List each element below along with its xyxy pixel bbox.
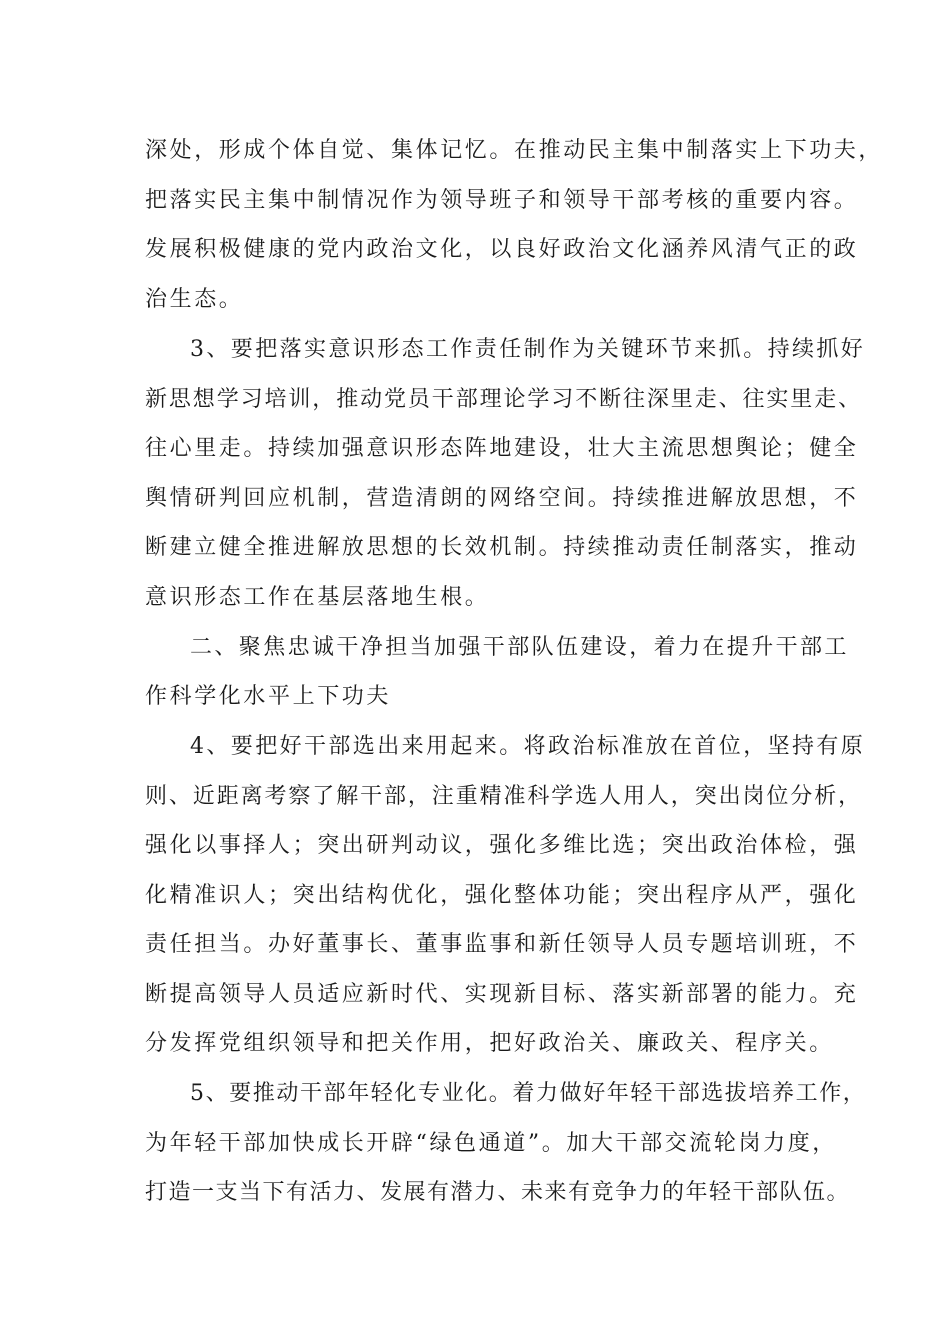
- text-line: 治生态。: [145, 287, 244, 312]
- text-line: 断提高领导人员适应新时代、实现新目标、落实新部署的能力。充: [145, 982, 859, 1007]
- paragraph-start-line: 3、要把落实意识形态工作责任制作为关键环节来抓。持续抓好: [190, 337, 866, 362]
- text-line: 打造一支当下有活力、发展有潜力、未来有竞争力的年轻干部队伍。: [145, 1180, 851, 1205]
- text-line: 深处，形成个体自觉、集体记忆。在推动民主集中制落实上下功夫，: [145, 138, 884, 163]
- text-line: 舆情研判回应机制，营造清朗的网络空间。持续推进解放思想，不: [145, 486, 859, 511]
- paragraph-start-line: 5、要推动干部年轻化专业化。着力做好年轻干部选拔培养工作，: [190, 1081, 867, 1106]
- text-line: 为年轻干部加快成长开辟“绿色通道”。加大干部交流轮岗力度，: [145, 1131, 837, 1156]
- text-line: 化精准识人；突出结构优化，强化整体功能；突出程序从严，强化: [145, 883, 859, 908]
- section-heading-line: 作科学化水平上下功夫: [145, 684, 392, 709]
- text-line: 把落实民主集中制情况作为领导班子和领导干部考核的重要内容。: [145, 188, 859, 213]
- text-line: 则、近距离考察了解干部，注重精准科学选人用人，突出岗位分析，: [145, 784, 863, 809]
- text-line: 分发挥党组织领导和把关作用，把好政治关、廉政关、程序关。: [145, 1031, 834, 1056]
- text-line: 意识形态工作在基层落地生根。: [145, 585, 490, 610]
- section-heading-line: 二、聚焦忠诚干净担当加强干部队伍建设，着力在提升干部工: [190, 635, 849, 660]
- text-line: 责任担当。办好董事长、董事监事和新任领导人员专题培训班，不: [145, 932, 859, 957]
- text-line: 断建立健全推进解放思想的长效机制。持续推动责任制落实，推动: [145, 535, 859, 560]
- text-line: 发展积极健康的党内政治文化，以良好政治文化涵养风清气正的政: [145, 237, 859, 262]
- text-line: 新思想学习培训，推动党员干部理论学习不断往深里走、往实里走、: [145, 387, 863, 412]
- text-line: 强化以事择人；突出研判动议，强化多维比选；突出政治体检，强: [145, 833, 859, 858]
- text-line: 往心里走。持续加强意识形态阵地建设，壮大主流思想舆论；健全: [145, 436, 859, 461]
- paragraph-start-line: 4、要把好干部选出来用起来。将政治标准放在首位，坚持有原: [190, 734, 866, 759]
